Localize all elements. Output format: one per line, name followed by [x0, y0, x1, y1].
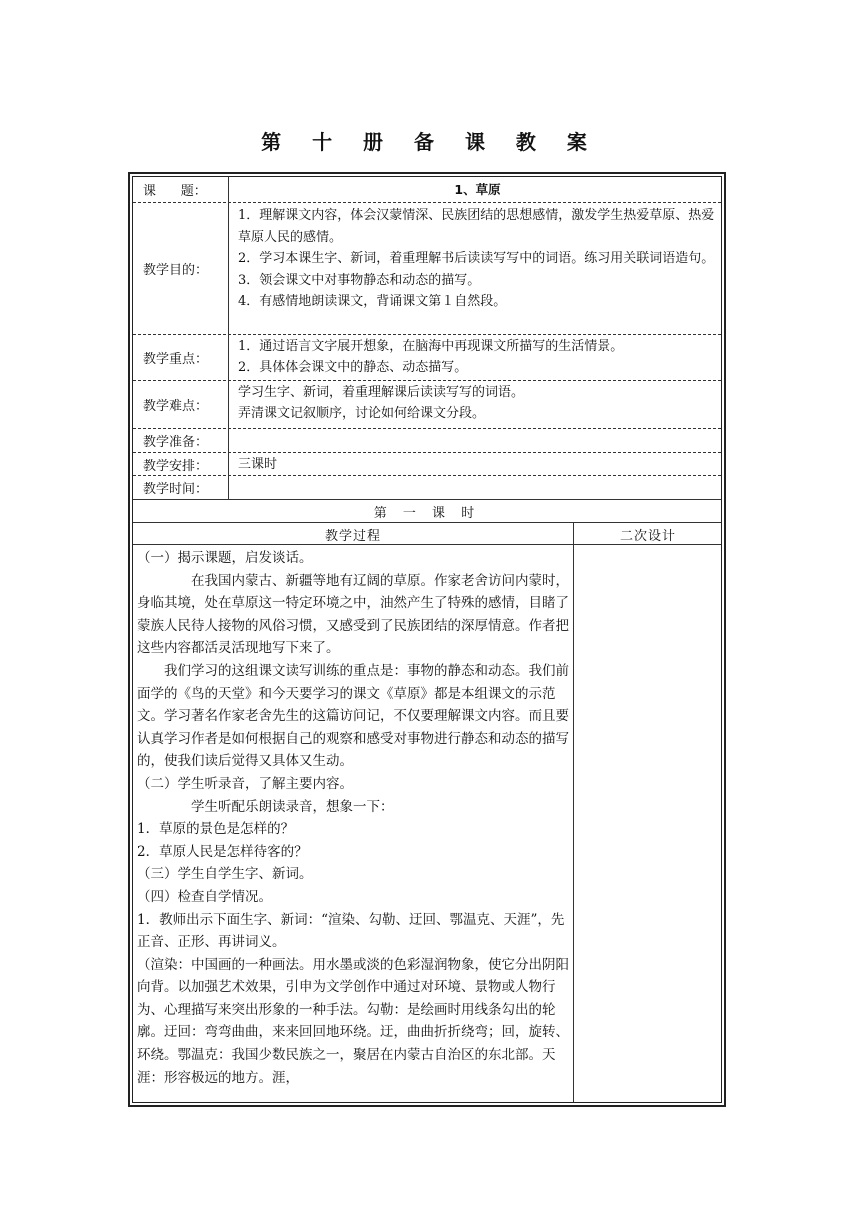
difficulty-label: 教学难点：: [133, 381, 229, 428]
goals-label: 教学目的：: [133, 203, 229, 334]
plan-value: 三课时: [238, 457, 278, 472]
key-item: 1．通过语言文字展开想象，在脑海中再现课文所描写的生活情景。: [238, 339, 624, 354]
plan-label: 教学安排：: [133, 453, 229, 475]
difficulty-item: 弄清课文记叙顺序，讨论如何给课文分段。: [238, 406, 486, 421]
process-paragraph: 在我国内蒙古、新疆等地有辽阔的草原。作家老舍访问内蒙时，身临其境，处在草原这一特定环境之中，油然产生了特殊的感情，目睹了蒙族人民待人接物的风俗习惯，又感受到了民族团结的深厚情意。作者把这些内容都活灵活现地写下来了。: [137, 572, 569, 657]
row-goals: [133, 203, 721, 335]
time-value: [230, 476, 721, 499]
goal-item: 4．有感情地朗读课文，背诵课文第１自然段。: [238, 294, 507, 309]
difficulty-list: [230, 381, 721, 428]
lesson-plan-table: [128, 172, 726, 1107]
topic-label: 课 题：: [133, 177, 229, 202]
process-list-item: 2．草原人民是怎样待客的？: [137, 843, 308, 860]
process-paragraph: （渲染：中国画的一种画法。用水墨或淡的色彩湿润物象，使它分出阴阳向背。以加强艺术效果，引申为文学创作中通过对环境、景物或人物行为、心理描写来突出形象的一种手法。勾勒：是绘画时用线条勾出的轮廓。迂回：弯弯曲曲，来来回回地环绕。迂，曲曲折折绕弯；回，旋转、环绕。鄂温克：我国少数民族之一，聚居在内蒙古自治区的东北部。天涯：形容极远的地方。涯，: [137, 956, 569, 1086]
process-list-item: 1．教师出示下面生字、新词：“渲染、勾勒、迂回、鄂温克、天涯”，先正音、正形、再讲词义。: [137, 911, 565, 951]
row-session: [133, 500, 721, 523]
prep-label: 教学准备：: [133, 429, 229, 452]
row-arrangement: [133, 453, 721, 476]
session-title: 第 一 课 时: [373, 506, 481, 521]
goal-item: 1．理解课文内容，体会汉蒙情深、民族团结的思想感情，激发学生热爱草原、热爱草原人民的感情。: [238, 208, 715, 245]
process-paragraph: 学生听配乐朗读录音，想象一下：: [191, 798, 394, 815]
goals-list: [230, 203, 721, 334]
row-time: [133, 476, 721, 500]
redesign-header: 二次设计: [619, 529, 676, 544]
goal-item: 2．学习本课生字、新词，着重理解书后读读写写中的词语。练习用关联词语造句。: [238, 251, 715, 266]
difficulty-item: 学习生字、新词，着重理解课后读读写写的词语。: [238, 385, 525, 400]
topic-value: 1、草原: [454, 182, 501, 197]
process-header: 教学过程: [324, 529, 381, 544]
process-list-item: 1．草原的景色是怎样的？: [137, 821, 295, 838]
row-column-headers: [133, 523, 721, 545]
prep-value: [230, 429, 721, 452]
process-heading: （三）学生自学生字、新词。: [137, 866, 313, 883]
page-title: 第 十 册 备 课 教 案: [261, 130, 599, 154]
time-label: 教学时间：: [133, 476, 229, 499]
key-item: 2．具体体会课文中的静态、动态描写。: [238, 360, 468, 375]
process-paragraph: 我们学习的这组课文读写训练的重点是：事物的静态和动态。我们前面学的《鸟的天堂》和今天要学习的课文《草原》都是本组课文的示范文。学习著名作家老舍先生的这篇访问记，不仅要理解课文内容。而且要认真学习作者是如何根据自己的观察和感受对事物进行静态和动态的描写的，使我们读后觉得又具体又生动。: [137, 662, 569, 770]
process-heading: （一）揭示课题，启发谈话。: [137, 550, 313, 566]
key-list: [230, 335, 721, 380]
process-heading: （二）学生听录音，了解主要内容。: [137, 775, 353, 792]
process-text: [137, 547, 569, 1089]
row-preparation: [133, 429, 721, 453]
row-key-points: [133, 335, 721, 381]
process-body: [133, 545, 721, 1102]
process-heading: （四）检查自学情况。: [137, 888, 272, 905]
key-label: 教学重点：: [133, 335, 229, 380]
goal-item: 3．领会课文中对事物静态和动态的描写。: [238, 272, 481, 288]
row-difficulties: [133, 381, 721, 429]
row-topic: [133, 177, 721, 203]
